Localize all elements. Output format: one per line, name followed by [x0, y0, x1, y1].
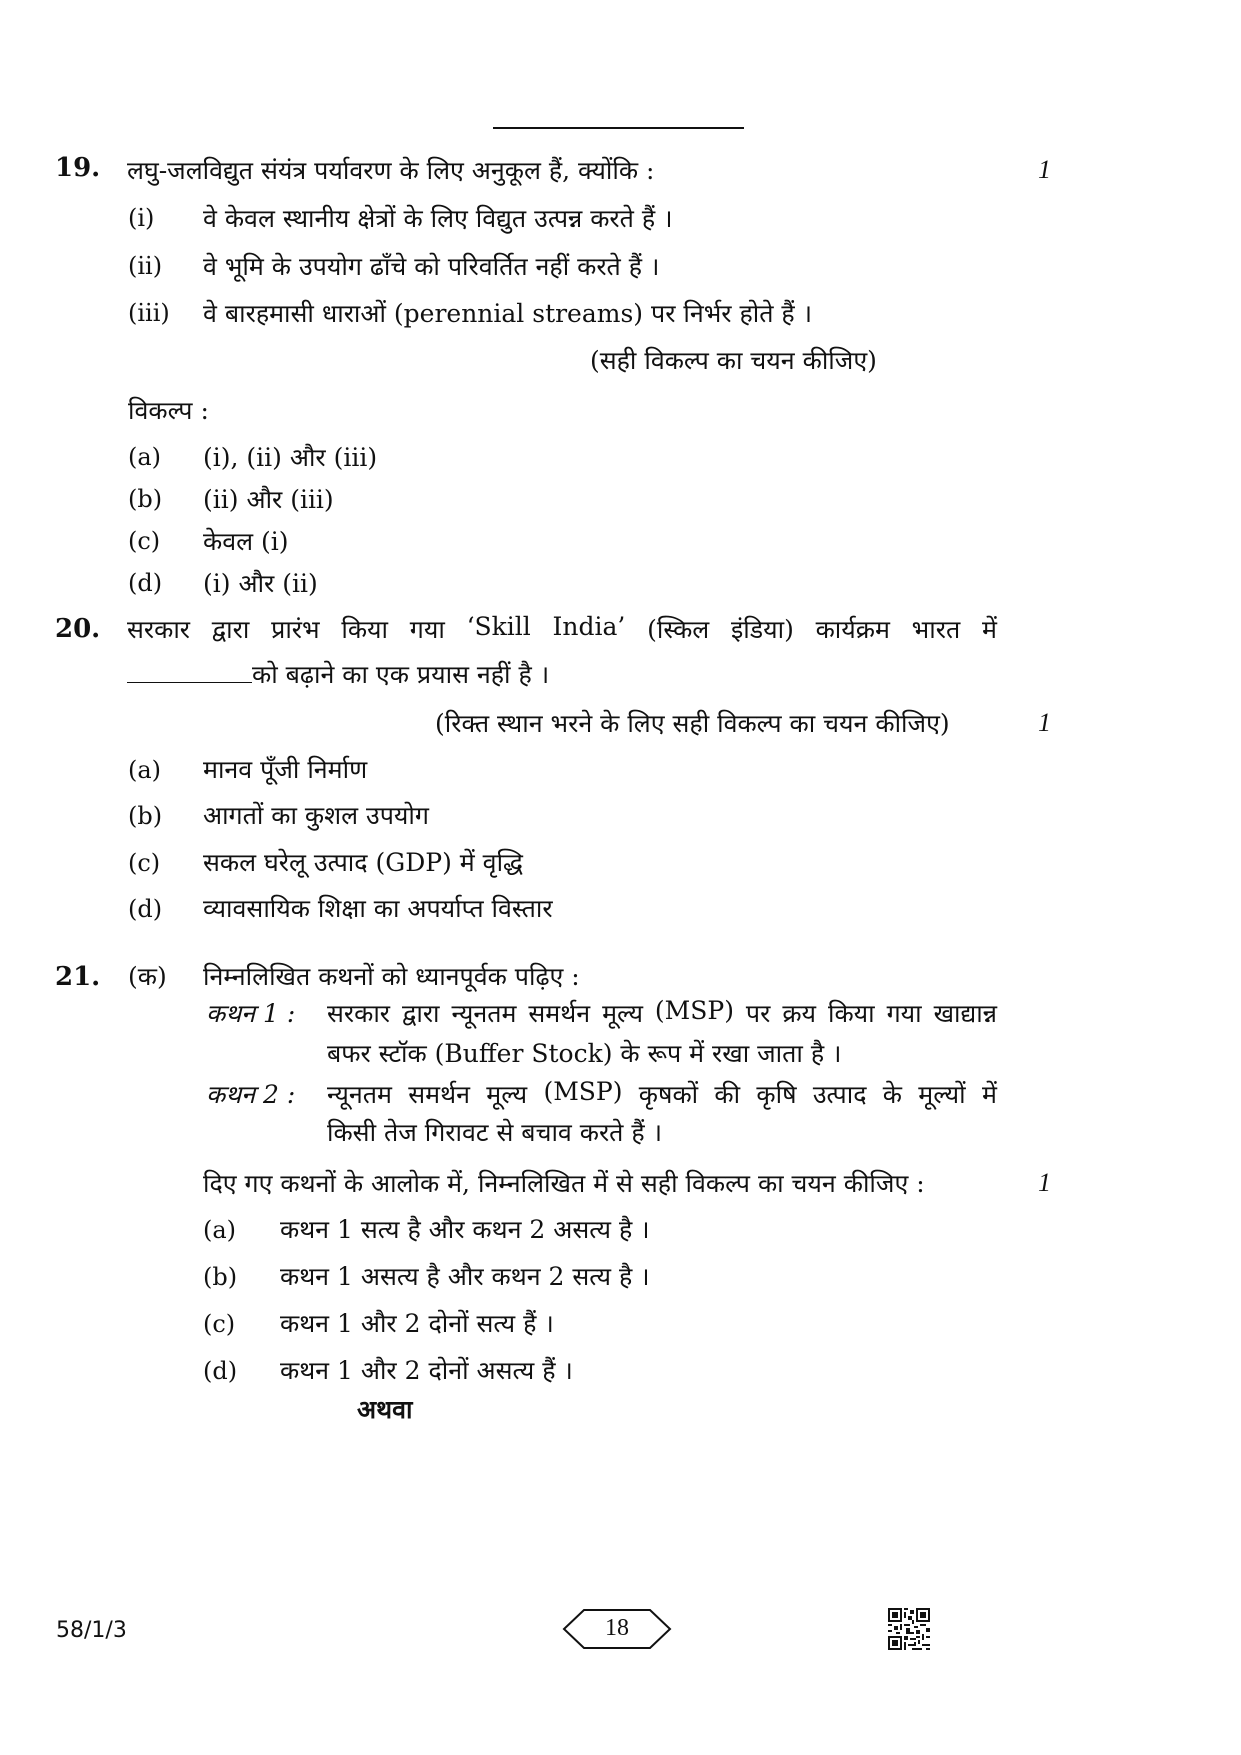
q21-option-text: कथन 1 और 2 दोनों सत्य हैं ।: [280, 1309, 554, 1338]
q21-s1-word: क्रय: [782, 999, 817, 1028]
q20-number: 20.: [55, 614, 101, 644]
q19-options-heading: विकल्प :: [128, 396, 209, 425]
q19-marks: 1: [1038, 155, 1051, 184]
q21-s1-word: किया: [827, 999, 875, 1028]
q21-s1-word: (MSP): [654, 996, 734, 1025]
q21-s2-word: न्यूनतम: [327, 1080, 392, 1109]
q21-s2-word: (MSP): [543, 1077, 623, 1106]
q21-s2-word: उत्पाद: [812, 1080, 867, 1109]
q20-word: में: [981, 615, 997, 644]
q19-option-text: केवल (i): [203, 527, 289, 556]
q20-stem-line2: [127, 657, 549, 691]
q19-option-label: (a): [128, 443, 162, 471]
q20-word: (स्किल: [647, 615, 710, 644]
q19-option-label: (d): [128, 569, 163, 597]
q21-statement1-label: कथन 1 :: [206, 999, 296, 1028]
q20-word: कार्यक्रम: [815, 615, 890, 644]
q20-word: India’: [552, 612, 626, 641]
q21-statement2-line1: [327, 1077, 997, 1111]
q21-s1-word: मूल्य: [602, 999, 643, 1028]
q21-option-label: (d): [203, 1357, 238, 1385]
q20-word: ‘Skill: [466, 612, 531, 641]
qr-code-icon: [888, 1608, 930, 1650]
q19-instruction: (सही विकल्प का चयन कीजिए): [590, 346, 877, 375]
q21-statement1-line2: बफर स्टॉक (Buffer Stock) के रूप में रखा जाता है ।: [327, 1039, 842, 1068]
q21-option-text: कथन 1 असत्य है और कथन 2 सत्य है ।: [280, 1262, 650, 1291]
q19-number: 19.: [55, 153, 101, 183]
q20-stem-line2-text: को बढ़ाने का एक प्रयास नहीं है ।: [252, 660, 550, 689]
q20-option-text: मानव पूँजी निर्माण: [203, 755, 368, 784]
q19-option-text: (ii) और (iii): [203, 485, 334, 514]
q21-option-text: कथन 1 और 2 दोनों असत्य हैं ।: [280, 1356, 573, 1385]
q21-stem: निम्नलिखित कथनों को ध्यानपूर्वक पढ़िए :: [203, 962, 580, 991]
q21-s1-word: द्वारा: [401, 999, 440, 1028]
q20-option-text: सकल घरेलू उत्पाद (GDP) में वृद्धि: [203, 848, 524, 877]
q21-s2-word: कृषि: [756, 1080, 797, 1109]
q21-s1-word: न्यूनतम: [451, 999, 517, 1028]
q21-s2-word: के: [882, 1080, 902, 1109]
q21-statement2-label: कथन 2 :: [206, 1080, 296, 1109]
q21-s2-word: कृषकों: [638, 1080, 699, 1109]
q21-s2-word: मूल्य: [486, 1080, 528, 1109]
q19-statement-label: (ii): [128, 252, 163, 280]
q21-or-divider: अथवा: [357, 1395, 413, 1424]
q20-word: भारत: [911, 615, 961, 644]
q20-word: सरकार: [127, 615, 191, 644]
q20-word: प्रारंभ: [271, 615, 320, 644]
q20-option-label: (d): [128, 895, 163, 923]
paper-code: 58/1/3: [56, 1618, 127, 1643]
q21-s1-word: सरकार: [327, 999, 391, 1028]
q20-option-label: (a): [128, 756, 162, 784]
q21-marks: 1: [1038, 1168, 1051, 1197]
q21-s1-word: समर्थन: [528, 999, 591, 1028]
q19-option-text: (i), (ii) और (iii): [203, 443, 378, 472]
q21-s1-word: गया: [886, 999, 922, 1028]
q20-word: द्वारा: [211, 615, 250, 644]
q19-statement-label: (i): [128, 204, 155, 232]
q21-option-label: (a): [203, 1216, 237, 1244]
q19-statement-label: (iii): [128, 299, 170, 327]
fill-in-blank: [127, 660, 252, 683]
q20-instruction: (रिक्त स्थान भरने के लिए सही विकल्प का चयन कीजिए): [435, 709, 950, 738]
q20-marks: 1: [1038, 708, 1051, 737]
q19-stem: लघु-जलविद्युत संयंत्र पर्यावरण के लिए अनुकूल हैं, क्योंकि :: [127, 156, 655, 185]
q19-statement-text: वे बारहमासी धाराओं (perennial streams) पर निर्भर होते हैं ।: [203, 299, 813, 328]
q21-option-text: कथन 1 सत्य है और कथन 2 असत्य है ।: [280, 1215, 650, 1244]
q19-option-label: (b): [128, 485, 163, 513]
q21-s1-word: पर: [745, 999, 771, 1028]
q20-option-text: व्यावसायिक शिक्षा का अपर्याप्त विस्तार: [203, 894, 553, 923]
q21-part: (क): [128, 962, 167, 991]
q20-word: गया: [409, 615, 445, 644]
q21-s2-word: मूल्यों: [918, 1080, 966, 1109]
q20-stem-line1: [127, 612, 997, 646]
q21-statement1-line1: [327, 996, 997, 1030]
page-number-badge: [562, 1608, 672, 1650]
q21-instruction: दिए गए कथनों के आलोक में, निम्नलिखित में से सही विकल्प का चयन कीजिए :: [203, 1169, 925, 1198]
q21-number: 21.: [55, 962, 101, 992]
q21-statement2-line2: किसी तेज गिरावट से बचाव करते हैं ।: [327, 1118, 663, 1147]
q21-option-label: (c): [203, 1310, 236, 1338]
page-number: 18: [605, 1615, 629, 1641]
q21-s2-word: समर्थन: [408, 1080, 470, 1109]
q21-s1-word: खाद्यान्न: [933, 999, 997, 1028]
q19-option-label: (c): [128, 527, 161, 555]
q19-option-text: (i) और (ii): [203, 569, 318, 598]
q21-option-label: (b): [203, 1263, 238, 1291]
q20-word: किया: [341, 615, 389, 644]
q20-word: इंडिया): [730, 615, 794, 644]
q21-s2-word: की: [714, 1080, 741, 1109]
top-rule: [493, 127, 744, 129]
q19-statement-text: वे भूमि के उपयोग ढाँचे को परिवर्तित नहीं करते हैं ।: [203, 252, 660, 281]
q20-option-label: (b): [128, 802, 163, 830]
q20-option-label: (c): [128, 849, 161, 877]
q19-statement-text: वे केवल स्थानीय क्षेत्रों के लिए विद्युत उत्पन्न करते हैं ।: [203, 204, 673, 233]
q21-s2-word: में: [981, 1080, 997, 1109]
q20-option-text: आगतों का कुशल उपयोग: [203, 801, 429, 830]
